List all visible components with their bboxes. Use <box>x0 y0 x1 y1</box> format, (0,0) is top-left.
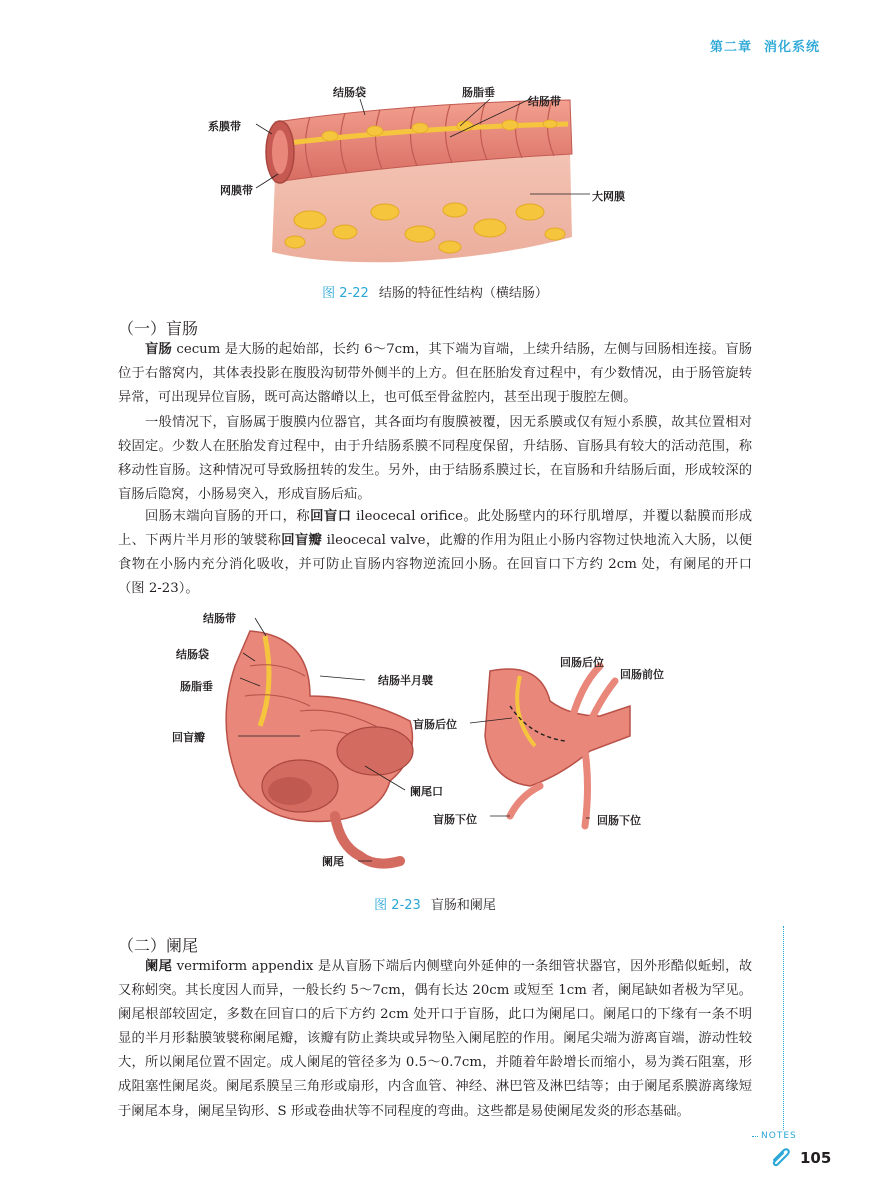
label-postileal: 回肠后位 <box>560 656 604 669</box>
figure-title: 盲肠和阑尾 <box>430 898 496 913</box>
label-ileocecal-valve: 回盲瓣 <box>172 731 205 744</box>
label-omental-taenia: 网膜带 <box>220 184 253 197</box>
label-retrocecal: 盲肠后位 <box>413 718 457 731</box>
figure-cecum-appendix <box>160 606 700 886</box>
label-preileal: 回肠前位 <box>620 668 664 681</box>
label-appendix: 阑尾 <box>322 855 344 868</box>
page-number: 105 <box>800 1149 832 1167</box>
paragraph: 盲肠 cecum 是大肠的起始部，长约 6～7cm，其下端为盲端，上续升结肠，左侧与回肠相连接。盲肠位于右髂窝内，其体表投影在腹股沟韧带外侧半的上方。但在胚胎发育过程中，有少数情况，由于肠管旋转异常，可出现异位盲肠，既可高达髂嵴以上，也可低至骨盆腔内，甚至出现于腹腔左侧。 <box>118 342 752 406</box>
paragraph: 回肠末端向盲肠的开口，称回盲口 ileocecal orifice。此处肠壁内的环行肌增厚，并覆以黏膜而形成上、下两片半月形的皱襞称回盲瓣 ileocecal valve，此瓣的作用为阻止小肠内容物过快地流入大肠，以便食物在小肠内充分消化吸收，并可防止盲肠内容物逆流回小肠。在回盲口下方约 2cm 处，有阑尾的开口（图 2-23）。 <box>118 509 753 597</box>
cecum-appendix-illustration <box>160 606 700 886</box>
transverse-colon-illustration <box>200 82 670 277</box>
term: 回盲口 <box>310 509 352 524</box>
term: 阑尾 <box>145 959 173 974</box>
notes-margin-rule <box>783 926 784 1136</box>
label-taenia-coli-2: 结肠带 <box>203 612 236 625</box>
label-subileal: 回肠下位 <box>597 814 641 827</box>
label-epiploic-appendices: 肠脂垂 <box>462 86 495 99</box>
label-subcecal: 盲肠下位 <box>433 813 477 826</box>
chapter-number: 第二章 <box>709 40 752 55</box>
label-mesocolic-taenia: 系膜带 <box>208 120 241 133</box>
label-taenia-coli: 结肠带 <box>528 95 561 108</box>
paragraph: 一般情况下，盲肠属于腹膜内位器官，其各面均有腹膜被覆，因无系膜或仅有短小系膜，故其位置相对较固定。少数人在胚胎发育过程中，由于升结肠系膜不同程度保留，升结肠、盲肠具有较大的活动范围，称移动性盲肠。这种情况可导致肠扭转的发生。另外，由于结肠系膜过长，在盲肠和升结肠后面，形成较深的盲肠后隐窝，小肠易突入，形成盲肠后疝。 <box>118 415 752 503</box>
paragraph: 阑尾 vermiform appendix 是从盲肠下端后内侧壁向外延伸的一条细管状器官，因外形酷似蚯蚓，故又称蚓突。其长度因人而异，一般长约 5～7cm，偶有长达 20cm 或短至 1cm 者，阑尾缺如者极为罕见。阑尾根部较固定，多数在回盲口的后下方约 2cm 处开口于盲肠，此口为阑尾口。阑尾口的下缘有一条不明显的半月形黏膜皱襞称阑尾瓣，该瓣有防止粪块或异物坠入阑尾腔的作用。阑尾尖端为游离盲端，游动性较大，所以阑尾位置不固定。成人阑尾的管径多为 0.5～0.7cm，并随着年龄增长而缩小，易为粪石阻塞，形成阻塞性阑尾炎。阑尾系膜呈三角形或扇形，内含血管、神经、淋巴管及淋巴结等；由于阑尾系膜游离缘短于阑尾本身，阑尾呈钩形、S 形或卷曲状等不同程度的弯曲。这些都是易使阑尾发炎的形态基础。 <box>118 959 752 1119</box>
figure-number: 图 2-23 <box>374 898 421 913</box>
paperclip-icon <box>770 1146 792 1168</box>
label-semilunar-folds: 结肠半月襞 <box>378 674 433 687</box>
label-epiploic-2: 肠脂垂 <box>180 680 213 693</box>
label-greater-omentum: 大网膜 <box>592 190 625 203</box>
term: 回盲瓣 <box>281 533 323 549</box>
term: 盲肠 <box>145 342 172 357</box>
label-appendix-orifice: 阑尾口 <box>410 785 443 798</box>
chapter-title: 消化系统 <box>763 40 820 55</box>
figure-transverse-colon <box>200 82 670 277</box>
figure-number: 图 2-22 <box>322 286 369 301</box>
notes-label: NOTES <box>761 1131 797 1141</box>
section-heading-appendix: （二）阑尾 <box>118 936 199 955</box>
section-heading-cecum: （一）盲肠 <box>118 319 199 338</box>
running-head <box>710 36 820 55</box>
figure-title: 结肠的特征性结构（横结肠） <box>378 286 548 301</box>
figure-2-23-caption <box>0 894 870 913</box>
label-haustra: 结肠袋 <box>333 86 366 99</box>
figure-2-22-caption <box>0 282 870 301</box>
label-haustra-2: 结肠袋 <box>176 648 209 661</box>
